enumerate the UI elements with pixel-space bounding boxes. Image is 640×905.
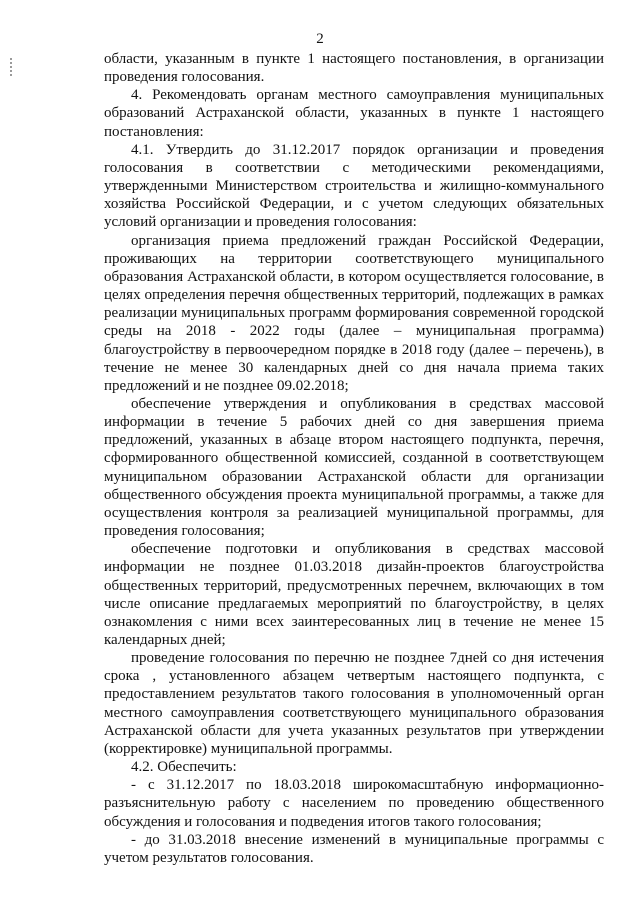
paragraph-list-approval: обеспечение утверждения и опубликования в средствах массовой информации в течение 5 рабочих дней со дня завершения приема предложений, указанных в абзаце втором настоящего подпункта, перечня, сформированного общественной комиссией, созданной в соответствующем муниципальном образовании Астраханской области для организации общественного обсуждения проекта муниципальной программы, а также для осуществления контроля за реализацией муниципальной программы, для проведения голосования; <box>104 395 604 540</box>
document-body <box>104 50 604 867</box>
paragraph-proposals-reception: организация приема предложений граждан Российской Федерации, проживающих на территории соответствующего муниципального образования Астраханской области, в котором осуществляется голосование, в целях определения перечня общественных территорий, подлежащих в рамках реализации муниципальных программ формирования современной городской среды на 2018 - 2022 годы (далее – муниципальная программа) благоустройству в первоочередном порядке в 2018 году (далее – перечень), в течение не менее 30 календарных дней со дня начала приема таких предложений и не позднее 09.02.2018; <box>104 232 604 394</box>
page-number: 2 <box>316 31 324 47</box>
paragraph-item-4: 4. Рекомендовать органам местного самоуправления муниципальных образований Астраханской области, указанных в пункте 1 настоящего постановления: <box>104 87 604 140</box>
paragraph-program-changes: - до 31.03.2018 внесение изменений в муниципальные программы с учетом результатов голосования. <box>104 831 604 866</box>
paragraph-outreach: - с 31.12.2017 по 18.03.2018 широкомасштабную информационно-разъяснительную работу с населением по проведению общественного обсуждения и голосования и подведения итогов такого голосования; <box>104 777 604 830</box>
paragraph-voting: проведение голосования по перечню не позднее 7дней со дня истечения срока , установленного абзацем четвертым настоящего подпункта, с предоставлением результатов такого голосования в уполномоченный орган местного самоуправления соответствующего муниципального образования Астраханской области для учета указанных результатов при утверждении (корректировке) муниципальной программы. <box>104 650 604 757</box>
paragraph-item-4-1: 4.1. Утвердить до 31.12.2017 порядок организации и проведения голосования в соответствии с методическими рекомендациями, утвержденными Министерством строительства и жилищно-коммунального хозяйства Российской Федерации, и с учетом следующих обязательных условий организации и проведения голосования: <box>104 141 604 231</box>
paragraph-item-4-2: 4.2. Обеспечить: <box>131 759 237 776</box>
margin-mark <box>10 58 14 76</box>
paragraph-continuation: области, указанным в пункте 1 настоящего постановления, в организации проведения голосования. <box>104 51 604 86</box>
paragraph-design-projects: обеспечение подготовки и опубликования в средствах массовой информации не позднее 01.03.2018 дизайн-проектов благоустройства общественных территорий, предусмотренных перечнем, включающих в том числе описание предлагаемых мероприятий по благоустройству, в целях ознакомления с ними всех заинтересованных лиц в течение не менее 15 календарных дней; <box>104 541 604 648</box>
